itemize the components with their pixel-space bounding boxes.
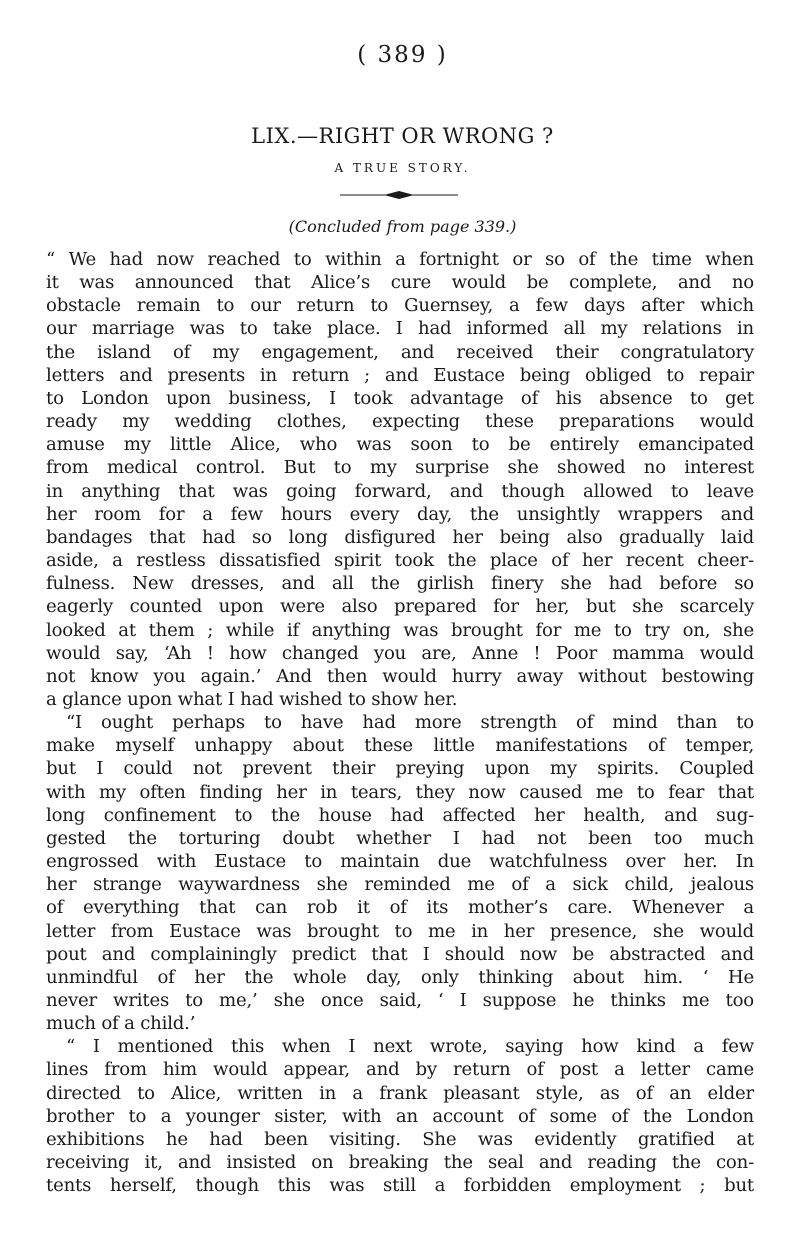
text-line: tents herself, though this was still a forbidden employment ; but: [46, 1175, 754, 1197]
text-line: obstacle remain to our return to Guernsey, a few days after which: [46, 295, 754, 317]
text-line: a glance upon what I had wished to show her.: [46, 688, 458, 710]
text-line: not know you again.’ And then would hurry away without bestowing: [46, 665, 754, 687]
body-text: [46, 248, 754, 1197]
text-line: aside, a restless dissatisfied spirit took the place of her recent cheer-: [46, 550, 754, 572]
text-line: fulness. New dresses, and all the girlish finery she had before so: [46, 573, 754, 595]
text-line: ready my wedding clothes, expecting these preparations would: [46, 411, 754, 433]
text-line: letters and presents in return ; and Eustace being obliged to repair: [46, 364, 754, 386]
text-line: long confinement to the house had affected her health, and sug-: [46, 804, 754, 826]
text-line: brother to a younger sister, with an account of some of the London: [46, 1105, 754, 1127]
text-line: unmindful of her the whole day, only thinking about him. ‘ He: [46, 966, 754, 988]
text-line: receiving it, and insisted on breaking the seal and reading the con-: [46, 1152, 754, 1174]
text-line: it was announced that Alice’s cure would be complete, and no: [46, 272, 754, 294]
text-line: engrossed with Eustace to maintain due watchfulness over her. In: [46, 851, 754, 873]
text-line: never writes to me,’ she once said, ‘ I suppose he thinks me too: [46, 990, 754, 1011]
text-line: directed to Alice, written in a frank pleasant style, as of an elder: [46, 1082, 754, 1104]
text-line: lines from him would appear, and by return of post a letter came: [46, 1059, 754, 1081]
paragraph: [46, 1035, 754, 1197]
text-line: of everything that can rob it of its mother’s care. Whenever a: [46, 897, 754, 919]
text-line: much of a child.’: [46, 1013, 196, 1035]
text-line: would say, ‘Ah ! how changed you are, Anne ! Poor mamma would: [46, 642, 754, 664]
text-line: looked at them ; while if anything was brought for me to try on, she: [46, 619, 754, 641]
page-number: ( 389 ): [357, 42, 448, 68]
text-line: the island of my engagement, and received their congratulatory: [46, 341, 754, 363]
paragraph: [46, 248, 754, 711]
text-line: to London upon business, I took advantage of his absence to get: [46, 387, 754, 409]
text-line: bandages that had so long disfigured her being also gradually laid: [46, 526, 754, 548]
paragraph: [46, 711, 754, 1035]
text-line: make myself unhappy about these little manifestations of temper,: [46, 735, 754, 757]
text-line: eagerly counted upon were also prepared for her, but she scarcely: [46, 596, 754, 618]
text-line: our marriage was to take place. I had informed all my relations in: [46, 318, 754, 340]
text-line: amuse my little Alice, who was soon to be entirely emancipated: [46, 434, 754, 456]
text-line: from medical control. But to my surprise she showed no interest: [46, 457, 754, 479]
text-line: gested the torturing doubt whether I had not been too much: [46, 827, 754, 849]
chapter-title: LIX.—RIGHT OR WRONG ?: [251, 124, 554, 148]
text-line: with my often finding her in tears, they now caused me to fear that: [46, 781, 754, 803]
text-line: her room for a few hours every day, the unsightly wrappers and: [46, 503, 754, 525]
text-line: letter from Eustace was brought to me in her presence, she would: [46, 920, 754, 942]
text-line: exhibitions he had been visiting. She was evidently gratified at: [46, 1128, 754, 1150]
continuation-note: (Concluded from page 339.): [288, 217, 517, 236]
text-line: “ I mentioned this when I next wrote, saying how kind a few: [66, 1036, 754, 1058]
text-line: “ We had now reached to within a fortnight or so of the time when: [46, 249, 754, 270]
text-line: her strange waywardness she reminded me of a sick child, jealous: [46, 874, 754, 896]
ornamental-rule: [340, 188, 458, 202]
text-line: in anything that was going forward, and though allowed to leave: [46, 480, 754, 502]
text-line: “I ought perhaps to have had more strength of mind than to: [66, 712, 754, 734]
subtitle: A TRUE STORY.: [334, 161, 471, 175]
text-line: pout and complainingly predict that I should now be abstracted and: [46, 943, 754, 965]
text-line: but I could not prevent their preying upon my spirits. Coupled: [46, 758, 754, 780]
